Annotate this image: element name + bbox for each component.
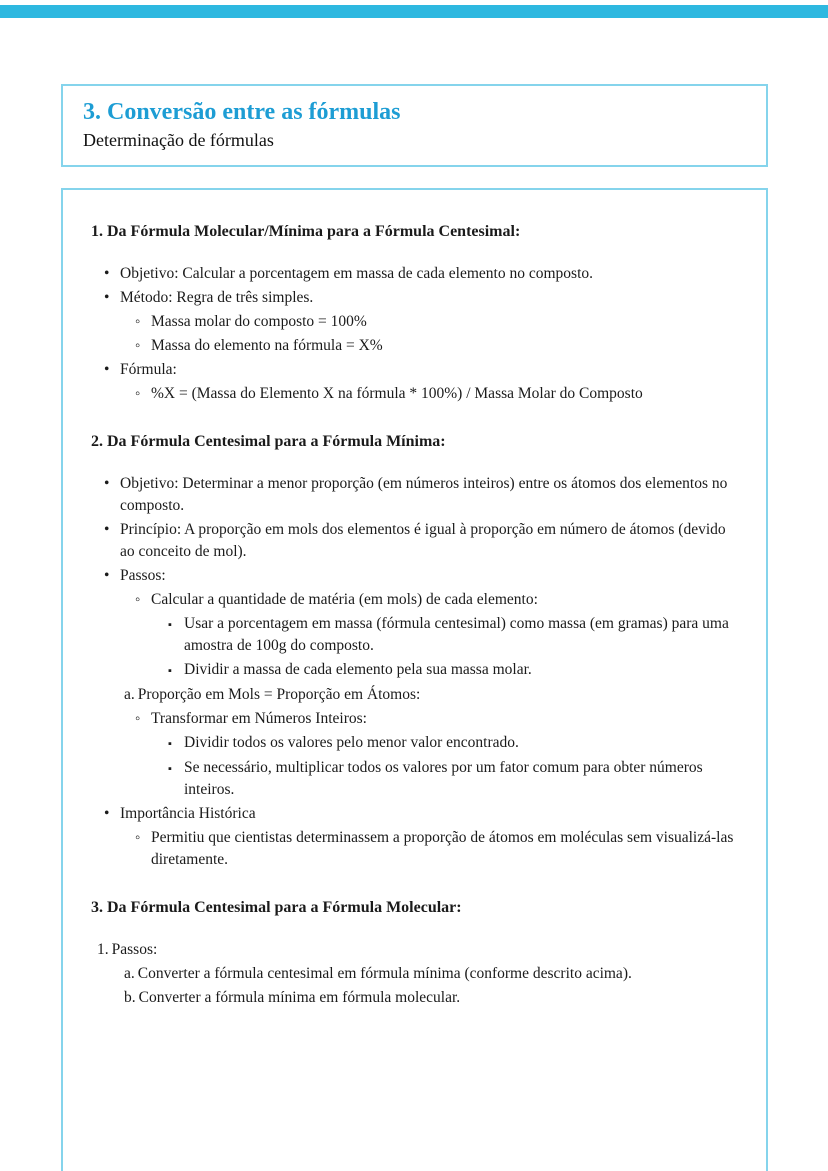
list-item-text: Dividir todos os valores pelo menor valor encontrado. — [184, 734, 519, 751]
list-item-text: Converter a fórmula mínima em fórmula molecular. — [138, 989, 461, 1006]
square-marker: ▪ — [168, 665, 172, 677]
list-item — [124, 963, 738, 985]
page-subtitle: Determinação de fórmulas — [83, 130, 274, 150]
content-section — [91, 897, 738, 1009]
list-item-text: Massa molar do composto = 100% — [151, 313, 367, 330]
list-item-text: Passos: — [111, 941, 158, 958]
square-marker: ▪ — [168, 738, 172, 750]
square-marker: ▪ — [168, 619, 172, 631]
list-item — [135, 311, 738, 333]
list-item-text: Dividir a massa de cada elemento pela sua massa molar. — [184, 661, 532, 678]
num-marker: 1. — [97, 941, 109, 958]
square-marker: ▪ — [168, 763, 172, 775]
list-item-text: Fórmula: — [120, 361, 177, 378]
list-item — [124, 987, 738, 1009]
list-item — [104, 565, 738, 587]
list-item — [104, 519, 738, 563]
list-item-text: %X = (Massa do Elemento X na fórmula * 100%) / Massa Molar do Composto — [151, 385, 643, 402]
list-item — [168, 613, 738, 657]
list-item — [135, 589, 738, 611]
section-heading: 2. Da Fórmula Centesimal para a Fórmula Mínima: — [91, 433, 446, 450]
disc-marker: • — [104, 361, 110, 378]
list-item-text: Massa do elemento na fórmula = X% — [151, 337, 383, 354]
list-item — [168, 757, 738, 801]
list-item-text: Transformar em Números Inteiros: — [151, 710, 367, 727]
top-accent-bar — [0, 5, 828, 18]
page-title: 3. Conversão entre as fórmulas — [83, 99, 401, 125]
list-item-text: Passos: — [120, 567, 166, 584]
content-box — [61, 188, 768, 1171]
disc-marker: • — [104, 289, 110, 306]
circle-marker: ◦ — [135, 711, 141, 727]
circle-marker: ◦ — [135, 386, 141, 402]
list-item-text: Converter a fórmula centesimal em fórmula mínima (conforme descrito acima). — [137, 965, 632, 982]
list-item — [104, 287, 738, 309]
circle-marker: ◦ — [135, 338, 141, 354]
list-item-text: Usar a porcentagem em massa (fórmula centesimal) como massa (em gramas) para uma amostra de 100g do composto. — [184, 615, 729, 654]
alpha-marker: a. — [124, 686, 135, 703]
disc-marker: • — [104, 475, 110, 492]
list-item-text: Método: Regra de três simples. — [120, 289, 314, 306]
list-item-text: Objetivo: Determinar a menor proporção (em números inteiros) entre os átomos dos elementos no composto. — [120, 475, 728, 514]
list-item — [97, 939, 738, 961]
list-item-text: Se necessário, multiplicar todos os valores por um fator comum para obter números inteiros. — [184, 759, 703, 798]
list-item-text: Princípio: A proporção em mols dos elementos é igual à proporção em número de átomos (devido ao conceito de mol). — [120, 521, 726, 560]
sections-container — [91, 221, 738, 1009]
circle-marker: ◦ — [135, 314, 141, 330]
list-item-text: Calcular a quantidade de matéria (em mols) de cada elemento: — [151, 591, 538, 608]
content-section — [91, 221, 738, 405]
list-item — [168, 732, 738, 755]
list-item — [104, 359, 738, 381]
list-item — [135, 708, 738, 730]
disc-marker: • — [104, 265, 110, 282]
list-item — [168, 659, 738, 682]
list-item — [104, 473, 738, 517]
list-item — [135, 335, 738, 357]
list-item — [104, 263, 738, 285]
list-item-text: Proporção em Mols = Proporção em Átomos: — [137, 686, 421, 703]
list-item — [135, 827, 738, 871]
section-items — [91, 263, 738, 405]
list-item — [104, 803, 738, 825]
disc-marker: • — [104, 521, 110, 538]
circle-marker: ◦ — [135, 592, 141, 608]
alpha-marker: a. — [124, 965, 135, 982]
disc-marker: • — [104, 567, 110, 584]
section-heading: 1. Da Fórmula Molecular/Mínima para a Fórmula Centesimal: — [91, 223, 521, 240]
alpha-marker: b. — [124, 989, 136, 1006]
list-item — [135, 383, 738, 405]
section-heading: 3. Da Fórmula Centesimal para a Fórmula Molecular: — [91, 899, 462, 916]
header-box — [61, 84, 768, 167]
section-items — [91, 939, 738, 1009]
list-item-text: Importância Histórica — [120, 805, 256, 822]
circle-marker: ◦ — [135, 830, 141, 846]
list-item-text: Objetivo: Calcular a porcentagem em massa de cada elemento no composto. — [120, 265, 594, 282]
list-item — [124, 684, 738, 706]
section-items — [91, 473, 738, 871]
disc-marker: • — [104, 805, 110, 822]
content-section — [91, 431, 738, 871]
list-item-text: Permitiu que cientistas determinassem a proporção de átomos em moléculas sem visualizá-las diretamente. — [151, 829, 734, 868]
